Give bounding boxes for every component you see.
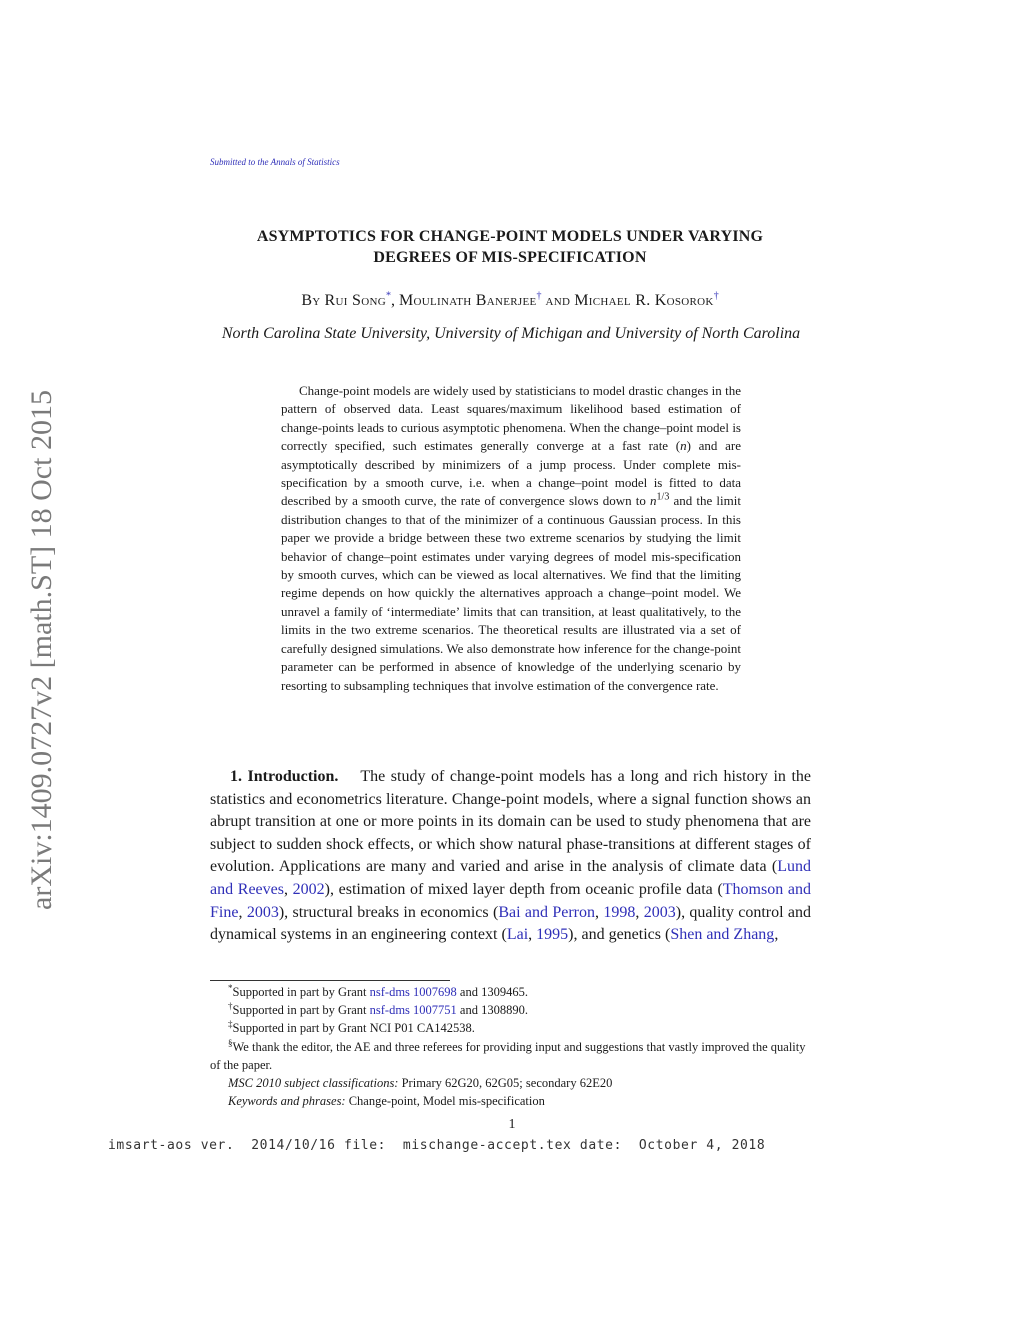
- page-number: 1: [508, 1117, 516, 1132]
- citation-bai-perron[interactable]: Bai and Perron: [498, 903, 596, 921]
- footnote-4-mark: §: [228, 1037, 233, 1048]
- citation-lund-reeves[interactable]: Lund and Reeves: [210, 858, 811, 898]
- footnote-4: [210, 1038, 811, 1074]
- author-mark-1[interactable]: *: [385, 290, 391, 302]
- citation-thomson-fine[interactable]: Thomson and Fine: [210, 880, 811, 921]
- title-line-1: ASYMPTOTICS FOR CHANGE-POINT MODELS UNDER VARYING: [256, 228, 764, 245]
- msc-text: Primary 62G20, 62G05; secondary 62E20: [398, 1076, 613, 1091]
- abstract-rate-base: n: [650, 493, 657, 509]
- grant-link-1[interactable]: nsf-dms 1007698: [369, 985, 457, 999]
- introduction-section: 1. Introduction. The study of change-point models has a long and rich history in the statistics and econometrics literature. Change-point models, where a signal function shows an abrupt transition at one or more points in its domain can be used to study phenomena that are subject to sudden shock effects, or which show natural phase-transitions at different stages of evolution. Applications are many and varied and arise in the analysis of climate data (Lund and Reeves, 2002), estimation of mixed layer depth from oceanic profile data (Thomson and Fine, 2003), structural breaks in economics (Bai and Perron, 1998, 2003), quality control and dynamical systems in an engineering context (Lai, 1995), and genetics (Shen and Zhang,: [210, 768, 812, 944]
- keywords: [210, 1092, 811, 1110]
- imsart-footer: imsart-aos ver. 2014/10/16 file: mischange-accept.tex date: October 4, 2018: [108, 1138, 766, 1153]
- by-label: By: [301, 292, 321, 309]
- abstract-rate-exp: 1/3: [656, 492, 670, 504]
- footnote-2-text: Supported in part by Grant: [232, 1003, 370, 1018]
- abstract-part-3: and the limit distribution changes to that of the minimizer of a continuous Gaussian process. In this paper we provide a bridge between these two extreme scenarios by studying the limit behavior of change–point estimates under varying degrees of model mis-specification by smooth curves, which can be viewed as local alternatives. We find that the limiting regime depends on how quickly the alternatives approach a change–point model. We unravel a family of ‘intermediate’ limits that can transition, at least qualitatively, to the limits in the two extreme scenarios. The theoretical results are illustrated via a set of carefully designed simulations. We also demonstrate how inference for the change-point parameter can be performed in absence of knowledge of the underlying scenario by resorting to subsampling techniques that involve estimation of the convergence rate.: [281, 493, 741, 693]
- abstract-part-1: Change-point models are widely used by statisticians to model drastic changes in the pattern of observed data. Least squares/maximum likelihood based estimation of change-points leads to curious asymptotic phenomena. When the change–point model is correctly specified, such estimates generally converge at a fast rate (: [281, 383, 741, 454]
- footnote-2-mark: †: [228, 1001, 233, 1012]
- author-song: Rui Song: [324, 292, 386, 309]
- citation-lai[interactable]: Lai: [506, 926, 529, 944]
- intro-text-1: The study of change-point models has a long and rich history in the statistics and econometrics literature. Change-point models, where a signal function shows an abrupt transition at one or more points in its domain can be used to study phenomena that are subject to sudden shock effects, or which show natural phase-transitions at different stages of evolution. Applications are many and varied and arise in the analysis of climate data (: [210, 768, 812, 876]
- paper-title: [200, 226, 820, 268]
- abstract: [281, 382, 741, 695]
- and-label: and: [545, 292, 571, 309]
- intro-text-2: ), estimation of mixed layer depth from oceanic profile data (: [324, 880, 723, 898]
- footnotes: [210, 983, 811, 1110]
- abstract-rate-n: n: [680, 438, 687, 454]
- abstract-part-2: ) and are asymptotically described by minimizers of a jump process. Under complete mis-specification by a smooth curve, i.e. when a change–point model is fitted to data described by a smooth curve, the rate of convergence slows down to: [281, 438, 742, 509]
- citation-shen-zhang[interactable]: Shen and Zhang: [670, 926, 775, 944]
- footnote-divider: [210, 980, 450, 981]
- arxiv-stamp: arXiv:1409.0727v2 [math.ST] 18 Oct 2015: [25, 390, 58, 910]
- citation-lund-reeves-year[interactable]: 2002: [292, 880, 325, 898]
- footnote-1-mark: *: [228, 982, 233, 993]
- keywords-text: Change-point, Model mis-specification: [345, 1094, 545, 1109]
- footnote-3-mark: ‡: [228, 1019, 233, 1030]
- footnote-1-text: Supported in part by Grant: [232, 985, 370, 999]
- footnote-3: [210, 1019, 811, 1037]
- footnote-2: [210, 1001, 811, 1019]
- intro-text-5: ), and genetics (: [568, 926, 671, 944]
- citation-bai-perron-2003[interactable]: 2003: [643, 903, 676, 921]
- footnote-4-text: We thank the editor, the AE and three referees for providing input and suggestions that vastly improved the quality of the paper.: [210, 1039, 806, 1072]
- footnote-1-end: and 1309465.: [456, 985, 528, 999]
- title-line-2: DEGREES OF MIS-SPECIFICATION: [373, 249, 647, 266]
- affiliation: North Carolina State University, University of Michigan and University of North Carolina: [221, 325, 801, 342]
- grant-link-2[interactable]: nsf-dms 1007751: [369, 1003, 457, 1018]
- footnote-2-end: and 1308890.: [456, 1003, 528, 1018]
- submitted-note[interactable]: Submitted to the Annals of Statistics: [210, 157, 340, 167]
- footnote-3-text: Supported in part by Grant NCI P01 CA142538.: [232, 1021, 475, 1036]
- keywords-label: Keywords and phrases:: [228, 1094, 346, 1109]
- author-mark-2[interactable]: †: [536, 290, 542, 302]
- citation-bai-perron-1998[interactable]: 1998: [603, 903, 636, 921]
- author-banerjee: Moulinath Banerjee: [398, 292, 537, 309]
- author-line: [200, 292, 820, 310]
- author-kosorok: Michael R. Kosorok: [574, 292, 714, 309]
- citation-thomson-fine-year[interactable]: 2003: [246, 903, 279, 921]
- citation-lai-year[interactable]: 1995: [536, 926, 569, 944]
- msc-label: MSC 2010 subject classifications:: [228, 1076, 399, 1091]
- footnote-1: [210, 983, 811, 1001]
- author-mark-3[interactable]: †: [713, 290, 719, 302]
- intro-text-6: ,: [774, 926, 779, 944]
- intro-text-3: ), structural breaks in economics (: [278, 903, 499, 921]
- intro-heading: 1. Introduction.: [230, 768, 339, 785]
- author-separator: ,: [390, 292, 395, 309]
- msc-classification: [210, 1074, 811, 1092]
- intro-text-4: ), quality control and dynamical systems in an engineering context (: [210, 903, 811, 944]
